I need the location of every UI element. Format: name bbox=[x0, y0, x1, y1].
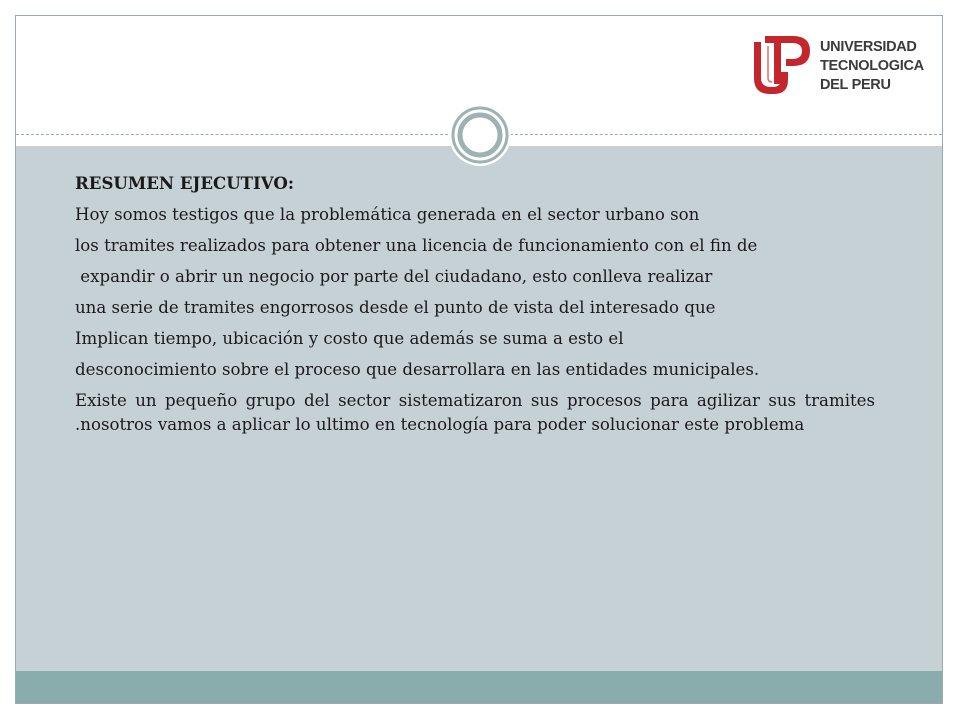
logo-line-1: UNIVERSIDAD bbox=[820, 39, 917, 55]
footer-band bbox=[16, 671, 942, 703]
logo-line-2: TECNOLOGICA bbox=[820, 58, 924, 74]
summary-line: desconocimiento sobre el proceso que desarrollara en las entidades municipales. bbox=[75, 360, 760, 379]
university-logo bbox=[748, 30, 938, 100]
summary-heading: RESUMEN EJECUTIVO: bbox=[75, 173, 294, 193]
summary-line: expandir o abrir un negocio por parte del ciudadano, esto conlleva realizar bbox=[75, 267, 713, 286]
utp-logo-icon bbox=[748, 32, 816, 98]
summary-line: una serie de tramites engorrosos desde el punto de vista del interesado que bbox=[75, 298, 716, 317]
logo-line-3: DEL PERU bbox=[820, 77, 891, 93]
summary-line: los tramites realizados para obtener una licencia de funcionamiento con el fin de bbox=[75, 236, 758, 255]
circle-ornament-icon bbox=[449, 104, 511, 166]
logo-wordmark bbox=[820, 38, 924, 95]
summary-paragraph: Existe un pequeño grupo del sector sistematizaron sus procesos para agilizar sus tramites .nosotros vamos a aplicar lo ultimo en tecnología para poder solucionar este problema bbox=[75, 391, 875, 434]
summary-line: Implican tiempo, ubicación y costo que además se suma a esto el bbox=[75, 329, 624, 348]
summary-line: Hoy somos testigos que la problemática generada en el sector urbano son bbox=[75, 205, 700, 224]
